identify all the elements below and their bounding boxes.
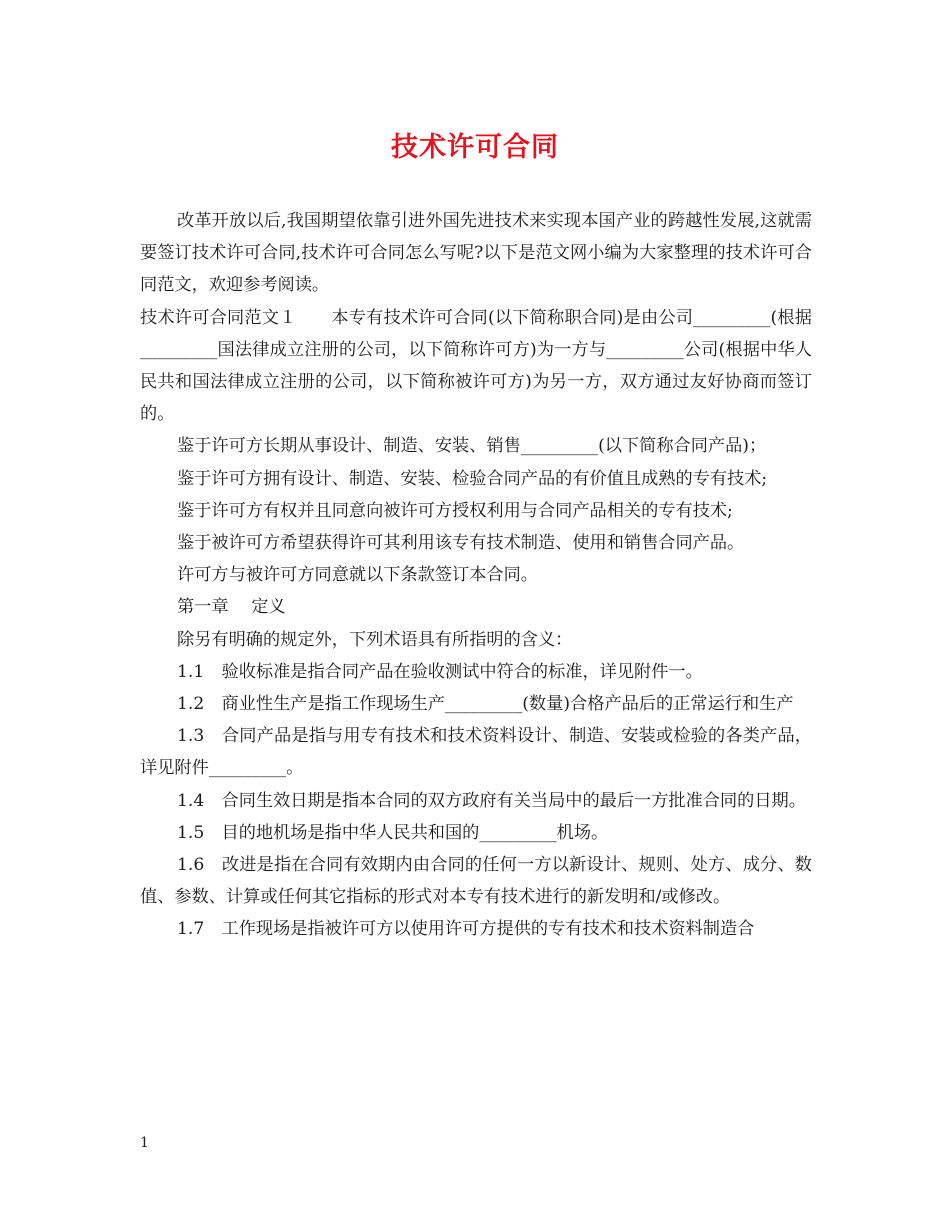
clause-1-3: 1.3 合同产品是指与用专有技术和技术资料设计、制造、安装或检验的各类产品，详见附件_________。 [140,726,812,779]
clause-1-1: 1.1 验收标准是指合同产品在验收测试中符合的标准，详见附件一。 [177,661,703,682]
paragraph-intro: 改革开放以后,我国期望依靠引进外国先进技术来实现本国产业的跨越性发展,这就需要签订技术许可合同,技术许可合同怎么写呢?以下是范文网小编为大家整理的技术许可合同范文，欢迎参考阅读。 [140,211,812,296]
paragraph-definitions-intro: 除另有明确的规定外，下列术语具有所指明的含义： [177,629,573,650]
paragraph-agreement: 许可方与被许可方同意就以下条款签订本合同。 [177,565,538,586]
clause-1-5: 1.5 目的地机场是指中华人民共和国的_________机场。 [177,822,609,843]
document-title: 技术许可合同 [391,132,559,163]
paragraph-sample-1: 技术许可合同范文１ 本专有技术许可合同(以下简称职合同)是由公司_________(根据_________国法律成立注册的公司，以下简称许可方)为一方与_________公司(根据中华人民共和国法律成立注册的公司，以下简称被许可方)为另一方，双方通过友好协商而签订的。 [140,307,812,425]
paragraph-whereas-4: 鉴于被许可方希望获得许可其利用该专有技术制造、使用和销售合同产品。 [177,533,745,554]
clause-1-6: 1.6 改进是指在合同有效期内由合同的任何一方以新设计、规则、处方、成分、数值、参数、计算或任何其它指标的形式对本专有技术进行的新发明和/或修改。 [140,855,812,908]
paragraph-whereas-1: 鉴于许可方长期从事设计、制造、安装、销售_________(以下简称合同产品)； [177,436,767,457]
clause-1-4: 1.4 合同生效日期是指本合同的双方政府有关当局中的最后一方批准合同的日期。 [177,790,806,811]
chapter-heading: 第一章 定义 [177,597,286,618]
paragraph-whereas-3: 鉴于许可方有权并且同意向被许可方授权利用与合同产品相关的专有技术; [177,500,733,521]
document-body [140,205,812,946]
page-number: 1 [140,1135,149,1151]
paragraph-whereas-2: 鉴于许可方拥有设计、制造、安装、检验合同产品的有价值且成熟的专有技术; [177,468,768,489]
clause-1-2: 1.2 商业性生产是指工作现场生产_________(数量)合格产品后的正常运行和生产 [177,694,794,715]
clause-1-7: 1.7 工作现场是指被许可方以使用许可方提供的专有技术和技术资料制造合 [177,919,755,940]
